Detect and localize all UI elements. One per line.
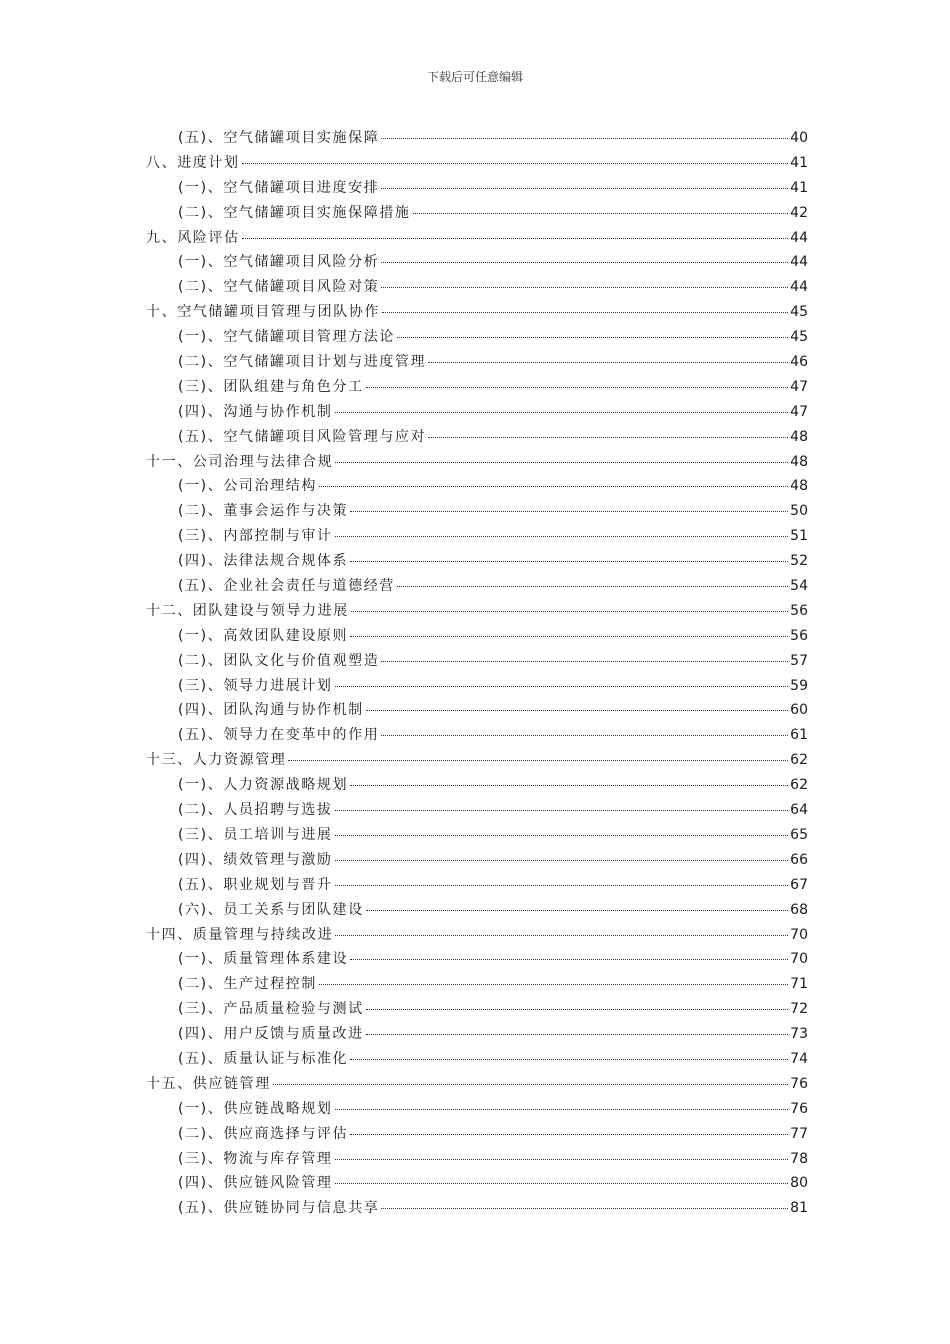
toc-page-number: 45 xyxy=(790,304,808,321)
dot-leader xyxy=(381,647,788,662)
toc-row-31[interactable] xyxy=(146,898,808,923)
dot-leader xyxy=(381,248,788,263)
dot-leader xyxy=(351,597,788,612)
toc-row-33[interactable] xyxy=(146,947,808,972)
toc-label: (二)、董事会运作与决策 xyxy=(178,503,349,520)
toc-page-number: 60 xyxy=(790,702,808,719)
toc-page-number: 44 xyxy=(790,279,808,296)
toc-page-number: 56 xyxy=(790,627,808,644)
dot-leader xyxy=(335,1095,789,1110)
toc-label: 八、进度计划 xyxy=(146,154,240,171)
toc-row-12[interactable] xyxy=(146,425,808,450)
toc-label: (五)、质量认证与标准化 xyxy=(178,1050,349,1067)
toc-label: (一)、空气储罐项目管理方法论 xyxy=(178,329,395,346)
toc-label: (三)、员工培训与进展 xyxy=(178,826,333,843)
toc-label: (四)、沟通与协作机制 xyxy=(178,403,333,420)
toc-label: (一)、人力资源战略规划 xyxy=(178,777,349,794)
dot-leader xyxy=(242,224,789,239)
toc-row-25[interactable] xyxy=(146,748,808,773)
toc-label: (二)、空气储罐项目实施保障措施 xyxy=(178,204,411,221)
dot-leader xyxy=(335,821,789,836)
toc-row-21[interactable] xyxy=(146,649,808,674)
toc-label: (一)、供应链战略规划 xyxy=(178,1100,333,1117)
toc-page-number: 47 xyxy=(790,403,808,420)
dot-leader xyxy=(350,1045,788,1060)
toc-label: (三)、团队组建与角色分工 xyxy=(178,378,364,395)
toc-page-number: 66 xyxy=(790,851,808,868)
toc-row-37[interactable] xyxy=(146,1047,808,1072)
toc-row-15[interactable] xyxy=(146,499,808,524)
dot-leader xyxy=(350,1120,788,1135)
toc-row-13[interactable] xyxy=(146,450,808,475)
toc-page-number: 40 xyxy=(790,130,808,146)
toc-row-36[interactable] xyxy=(146,1022,808,1047)
toc-row-35[interactable] xyxy=(146,997,808,1022)
toc-row-19[interactable] xyxy=(146,599,808,624)
toc-page-number: 73 xyxy=(790,1026,808,1043)
toc-label: (三)、产品质量检验与测试 xyxy=(178,1001,364,1018)
toc-page-number: 48 xyxy=(790,478,808,495)
dot-leader xyxy=(381,721,788,736)
dot-leader xyxy=(366,696,788,711)
toc-row-26[interactable] xyxy=(146,773,808,798)
dot-leader xyxy=(335,448,788,463)
dot-leader xyxy=(350,945,788,960)
toc-label: (四)、法律法规合规体系 xyxy=(178,553,349,570)
toc-page-number: 52 xyxy=(790,553,808,570)
toc-row-30[interactable] xyxy=(146,873,808,898)
toc-row-34[interactable] xyxy=(146,972,808,997)
toc-page-number: 46 xyxy=(790,354,808,371)
dot-leader xyxy=(350,771,788,786)
toc-page-number: 67 xyxy=(790,876,808,893)
toc-page-number: 72 xyxy=(790,1001,808,1018)
toc-row-42[interactable] xyxy=(146,1171,808,1196)
toc-label: (二)、生产过程控制 xyxy=(178,976,317,993)
toc-page-number: 50 xyxy=(790,503,808,520)
toc-row-14[interactable] xyxy=(146,474,808,499)
toc-page-number: 68 xyxy=(790,901,808,918)
toc-row-7[interactable] xyxy=(146,300,808,325)
toc-page-number: 74 xyxy=(790,1050,808,1067)
toc-page-number: 47 xyxy=(790,378,808,395)
toc-label: (四)、用户反馈与质量改进 xyxy=(178,1026,364,1043)
toc-page-number: 80 xyxy=(790,1175,808,1192)
toc-row-16[interactable] xyxy=(146,524,808,549)
toc-label: 十四、质量管理与持续改进 xyxy=(146,926,334,943)
dot-leader xyxy=(366,1020,788,1035)
toc-page-number: 42 xyxy=(790,204,808,221)
toc-page-number: 45 xyxy=(790,329,808,346)
toc-page-number: 81 xyxy=(790,1200,808,1217)
toc-row-27[interactable] xyxy=(146,798,808,823)
dot-leader xyxy=(335,796,789,811)
dot-leader xyxy=(381,124,788,139)
toc-row-9[interactable] xyxy=(146,350,808,375)
dot-leader xyxy=(319,970,788,985)
toc-page-number: 62 xyxy=(790,752,808,769)
dot-leader xyxy=(242,149,789,164)
toc-label: (六)、员工关系与团队建设 xyxy=(178,901,364,918)
toc-row-5[interactable] xyxy=(146,250,808,275)
toc-row-41[interactable] xyxy=(146,1147,808,1172)
toc-row-4[interactable] xyxy=(146,226,808,251)
toc-label: 十三、人力资源管理 xyxy=(146,752,287,769)
toc-page-number: 71 xyxy=(790,976,808,993)
toc-label: (五)、职业规划与晋升 xyxy=(178,876,333,893)
toc-page-number: 54 xyxy=(790,578,808,595)
toc-page-number: 44 xyxy=(790,229,808,246)
toc-label: (一)、高效团队建设原则 xyxy=(178,627,349,644)
dot-leader xyxy=(273,1070,788,1085)
toc-page-number: 76 xyxy=(790,1100,808,1117)
toc-page-number: 64 xyxy=(790,802,808,819)
toc-row-40[interactable] xyxy=(146,1122,808,1147)
toc-label: (三)、领导力进展计划 xyxy=(178,677,333,694)
toc-row-10[interactable] xyxy=(146,375,808,400)
dot-leader xyxy=(397,572,788,587)
toc-row-18[interactable] xyxy=(146,574,808,599)
toc-row-32[interactable] xyxy=(146,923,808,948)
toc-page-number: 44 xyxy=(790,254,808,271)
toc-label: 十一、公司治理与法律合规 xyxy=(146,453,334,470)
toc-label: (二)、空气储罐项目计划与进度管理 xyxy=(178,354,427,371)
dot-leader xyxy=(382,298,788,313)
dot-leader xyxy=(381,1194,788,1209)
dot-leader xyxy=(366,995,788,1010)
toc-label: (五)、领导力在变革中的作用 xyxy=(178,727,380,744)
dot-leader xyxy=(350,622,788,637)
toc-row-3[interactable] xyxy=(146,201,808,226)
toc-row-8[interactable] xyxy=(146,325,808,350)
toc-page-number: 65 xyxy=(790,826,808,843)
dot-leader xyxy=(350,497,788,512)
toc-row-0[interactable] xyxy=(146,126,808,151)
toc-row-29[interactable] xyxy=(146,848,808,873)
dot-leader xyxy=(335,921,788,936)
dot-leader xyxy=(413,199,789,214)
toc-page-number: 51 xyxy=(790,528,808,545)
toc-row-17[interactable] xyxy=(146,549,808,574)
toc-label: (五)、供应链协同与信息共享 xyxy=(178,1200,380,1217)
toc-label: 十、空气储罐项目管理与团队协作 xyxy=(146,304,380,321)
toc-page-number: 62 xyxy=(790,777,808,794)
toc-row-23[interactable] xyxy=(146,698,808,723)
dot-leader xyxy=(335,871,789,886)
toc-page-number: 59 xyxy=(790,677,808,694)
toc-label: (四)、团队沟通与协作机制 xyxy=(178,702,364,719)
dot-leader xyxy=(381,174,788,189)
toc-label: (一)、质量管理体系建设 xyxy=(178,951,349,968)
toc-label: (二)、空气储罐项目风险对策 xyxy=(178,279,380,296)
toc-label: (一)、公司治理结构 xyxy=(178,478,317,495)
dot-leader xyxy=(335,1169,789,1184)
toc-page-number: 57 xyxy=(790,652,808,669)
toc-row-38[interactable] xyxy=(146,1072,808,1097)
dot-leader xyxy=(397,323,788,338)
toc-label: (五)、空气储罐项目实施保障 xyxy=(178,130,380,146)
toc-page-number: 77 xyxy=(790,1125,808,1142)
toc-label: (二)、供应商选择与评估 xyxy=(178,1125,349,1142)
toc-label: 十五、供应链管理 xyxy=(146,1075,271,1092)
dot-leader xyxy=(366,896,788,911)
toc-row-2[interactable] xyxy=(146,176,808,201)
toc-label: (五)、空气储罐项目风险管理与应对 xyxy=(178,428,427,445)
toc-page-number: 48 xyxy=(790,428,808,445)
table-of-contents xyxy=(146,126,808,1221)
dot-leader xyxy=(335,846,789,861)
dot-leader xyxy=(428,423,788,438)
toc-label: (四)、供应链风险管理 xyxy=(178,1175,333,1192)
dot-leader xyxy=(335,398,789,413)
toc-page-number: 78 xyxy=(790,1150,808,1167)
toc-row-11[interactable] xyxy=(146,400,808,425)
dot-leader xyxy=(381,273,788,288)
toc-row-43[interactable] xyxy=(146,1196,808,1221)
toc-row-6[interactable] xyxy=(146,275,808,300)
page-header: 下载后可任意编辑 xyxy=(426,70,523,84)
dot-leader xyxy=(288,746,788,761)
dot-leader xyxy=(366,373,788,388)
toc-row-24[interactable] xyxy=(146,723,808,748)
dot-leader xyxy=(335,522,789,537)
toc-row-20[interactable] xyxy=(146,624,808,649)
toc-label: (二)、团队文化与价值观塑造 xyxy=(178,652,380,669)
toc-label: 十二、团队建设与领导力进展 xyxy=(146,602,349,619)
toc-page-number: 41 xyxy=(790,154,808,171)
dot-leader xyxy=(319,472,788,487)
toc-page-number: 70 xyxy=(790,926,808,943)
toc-page-number: 41 xyxy=(790,179,808,196)
toc-label: (五)、企业社会责任与道德经营 xyxy=(178,578,395,595)
toc-page-number: 56 xyxy=(790,602,808,619)
toc-label: (三)、内部控制与审计 xyxy=(178,528,333,545)
dot-leader xyxy=(335,1145,789,1160)
toc-label: 九、风险评估 xyxy=(146,229,240,246)
toc-row-22[interactable] xyxy=(146,674,808,699)
dot-leader xyxy=(350,547,788,562)
toc-label: (一)、空气储罐项目进度安排 xyxy=(178,179,380,196)
toc-label: (一)、空气储罐项目风险分析 xyxy=(178,254,380,271)
toc-page-number: 70 xyxy=(790,951,808,968)
dot-leader xyxy=(335,672,789,687)
toc-page-number: 48 xyxy=(790,453,808,470)
toc-label: (三)、物流与库存管理 xyxy=(178,1150,333,1167)
toc-label: (二)、人员招聘与选拔 xyxy=(178,802,333,819)
dot-leader xyxy=(428,348,788,363)
toc-row-28[interactable] xyxy=(146,823,808,848)
toc-row-39[interactable] xyxy=(146,1097,808,1122)
toc-page-number: 76 xyxy=(790,1075,808,1092)
toc-row-1[interactable] xyxy=(146,151,808,176)
toc-page-number: 61 xyxy=(790,727,808,744)
toc-label: (四)、绩效管理与激励 xyxy=(178,851,333,868)
